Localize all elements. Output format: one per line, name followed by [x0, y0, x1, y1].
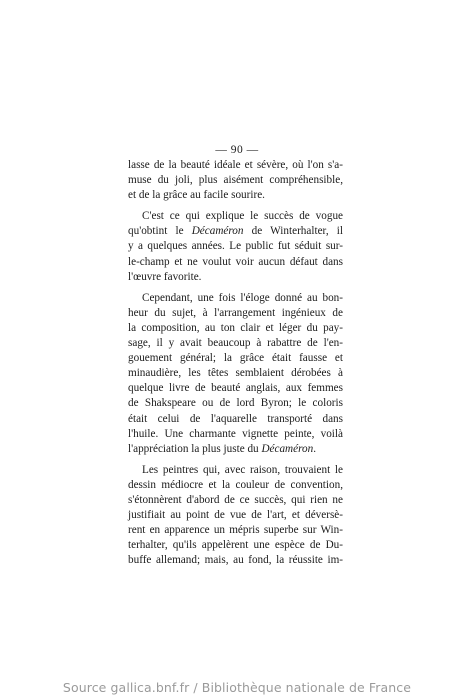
text-line: y a quelques années. Le public fut séduit sur- [128, 240, 343, 253]
text-fragment: de Winterhalter, il [243, 225, 343, 238]
source-footer: Source gallica.bnf.fr / Bibliothèque nationale de France [62, 680, 412, 695]
text-line: s'étonnèrent d'abord de ce succès, qui rien ne [128, 493, 343, 506]
text-line: buffe allemand; mais, au fond, la réussite im- [128, 554, 343, 567]
text-line: l'œuvre favorite. [128, 270, 202, 283]
italic-title: Décaméron [191, 225, 244, 238]
text-line: le-champ et ne voulut voir aucun défaut dans [128, 255, 343, 268]
text-line: Les peintres qui, avec raison, trouvaient le [142, 463, 343, 476]
text-line: lasse de la beauté idéale et sévère, où l'on s'a- [128, 159, 343, 171]
text-line: rent en apparence un mépris superbe sur Win- [128, 524, 343, 537]
text-line: Cependant, une fois l'éloge donné au bon- [142, 291, 343, 304]
text-line: quelque livre de beauté anglais, aux femmes [128, 382, 343, 395]
page-number: — 90 — [215, 144, 259, 156]
paragraph-4 [128, 463, 343, 569]
body-text [128, 158, 343, 568]
text-line: la composition, au ton clair et léger du pay- [128, 321, 343, 334]
text-line: dessin médiocre et la couleur de convention, [128, 478, 343, 491]
text-line: était celui de l'aquarelle transporté dans [128, 412, 343, 425]
text-line: gouement général; la grâce était fausse et [128, 352, 343, 365]
text-line: de Shakspeare ou de lord Byron; le coloris [128, 397, 343, 410]
italic-title: Décaméron [261, 442, 314, 455]
text-line [128, 442, 343, 457]
text-line: muse du joli, plus aisément compréhensible, [128, 174, 343, 187]
text-line [128, 224, 343, 239]
paragraph-1 [128, 158, 343, 203]
paragraph-2 [128, 209, 343, 284]
text-fragment: . [313, 442, 317, 455]
text-fragment: qu'obtint le [128, 225, 192, 238]
text-line: minaudière, les têtes semblaient dérobées à [128, 367, 343, 380]
text-line: heur du sujet, à l'arrangement ingénieux de [128, 306, 343, 319]
text-line: et de la grâce au facile sourire. [128, 189, 265, 202]
text-fragment: l'appréciation la plus juste du [128, 442, 262, 455]
text-line: l'huile. Une charmante vignette peinte, voilà [128, 427, 343, 440]
paragraph-3 [128, 291, 343, 457]
text-line: justifiait au point de vue de l'art, et déversè- [128, 509, 343, 522]
text-line: C'est ce qui explique le succès de vogue [142, 210, 343, 223]
text-line: terhalter, qu'ils appelèrent une espèce de Du- [128, 539, 343, 552]
text-line: sage, il y avait beaucoup à rabattre de l'en- [128, 337, 343, 350]
